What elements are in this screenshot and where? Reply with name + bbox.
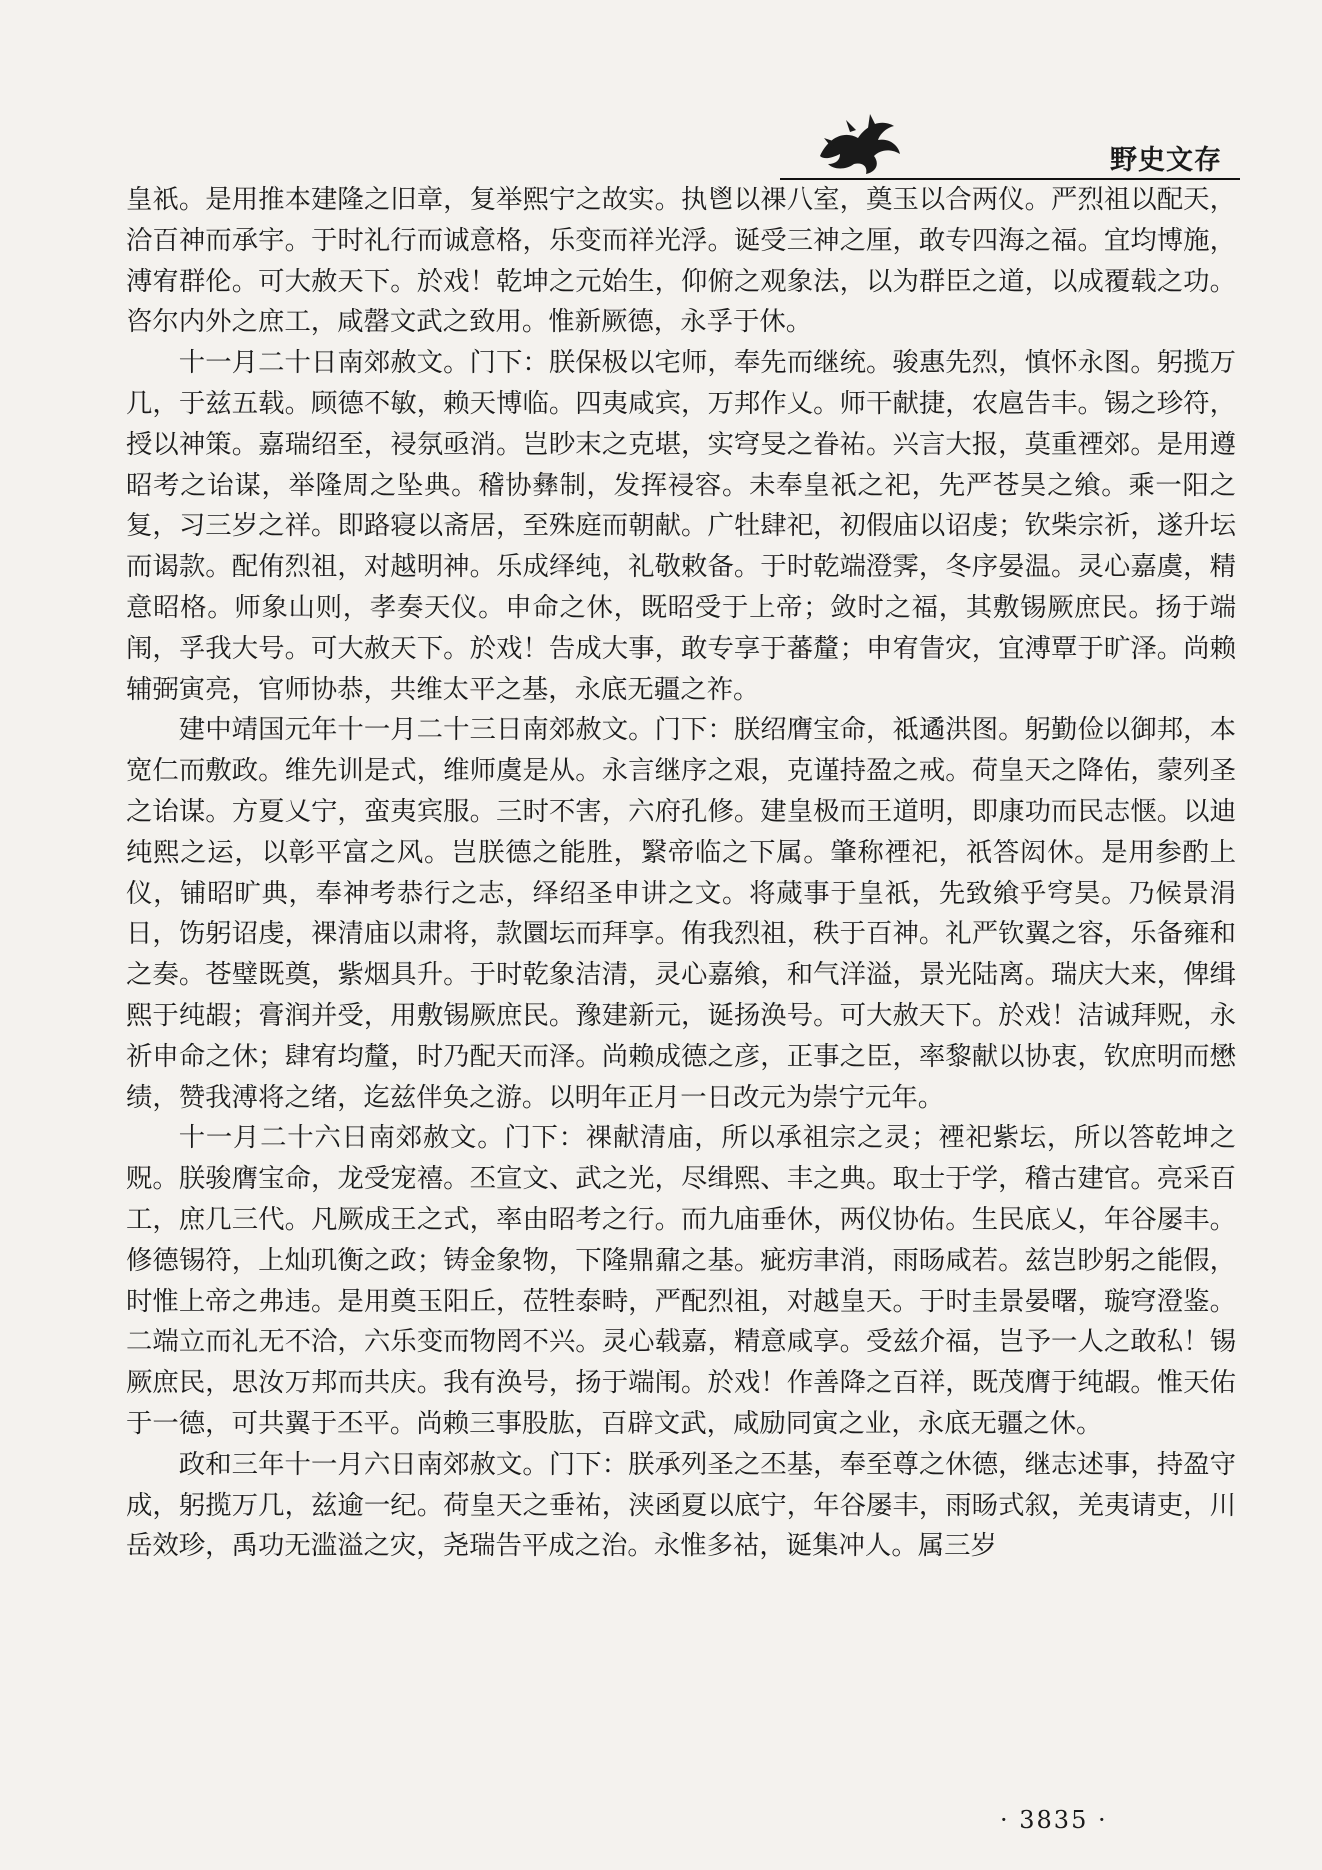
paragraph: 十一月二十日南郊赦文。门下：朕保极以宅师，奉先而继统。骏惠先烈，慎怀永图。躬揽万几，于兹五载。顾德不敏，赖天博临。四夷咸宾，万邦作乂。师干献捷，农扈告丰。锡之珍符，授以神策。嘉瑞绍至，祲氛亟消。岂眇末之克堪，实穹旻之眷祐。兴言大报，莫重禋郊。是用遵昭考之诒谋，举隆周之坠典。稽协彝制，发挥祲容。未奉皇祇之祀，先严苍昊之飨。乘一阳之复，习三岁之祥。即路寝以斋居，至殊庭而朝献。广牡肆祀，初假庙以诏虔；钦柴宗祈，遂升坛而谒款。配侑烈祖，对越明神。乐成绎纯，礼敬敕备。于时乾端澄霁，冬序晏温。灵心嘉虞，精意昭格。师象山则，孝奏天仪。申命之休，既昭受于上帝；敛时之福，其敷锡厥庶民。扬于端闱，孚我大号。可大赦天下。於戏！告成大事，敢专享于蕃釐；申宥眚灾，宜溥覃于旷泽。尚赖辅弼寅亮，官师协恭，共维太平之基，永底无疆之祚。 (126, 347, 1236, 705)
series-title: 野史文存 (1110, 145, 1222, 176)
paragraph: 十一月二十六日南郊赦文。门下：祼献清庙，所以承祖宗之灵；禋祀紫坛，所以答乾坤之贶。朕骏膺宝命，龙受宠禧。丕宣文、武之光，尽缉熙、丰之典。取士于学，稽古建官。亮采百工，庶几三代。凡厥成王之式，率由昭考之行。而九庙垂休，两仪协佑。生民底乂，年谷屡丰。修德锡符，上灿玑衡之政；铸金象物，下隆鼎鼐之基。疵疠聿消，雨旸咸若。兹岂眇躬之能假，时惟上帝之弗违。是用奠玉阳丘，莅牲泰畤，严配烈祖，对越皇天。于时圭景晏曙，璇穹澄鉴。二端立而礼无不洽，六乐变而物罔不兴。灵心载嘉，精意咸享。受兹介福，岂予一人之敢私！锡厥庶民，思汝万邦而共庆。我有涣号，扬于端闱。於戏！作善降之百祥，既茂膺于纯嘏。惟天佑于一德，可共翼于丕平。尚赖三事股肱，百辟文武，咸励同寅之业，永底无疆之休。 (126, 1122, 1236, 1439)
running-header (780, 108, 1240, 180)
paragraph: 皇祇。是用推本建隆之旧章，复举熙宁之故实。执鬯以祼八室，奠玉以合两仪。严烈祖以配天，洽百神而承宇。于时礼行而诚意格，乐变而祥光浮。诞受三神之厘，敢专四海之福。宜均博施，溥宥群伦。可大赦天下。於戏！乾坤之元始生，仰俯之观象法，以为群臣之道，以成覆载之功。咨尔内外之庶工，咸罄文武之致用。惟新厥德，永孚于休。 (126, 184, 1236, 338)
body-text (126, 180, 1236, 1567)
paragraph: 政和三年十一月六日南郊赦文。门下：朕承列圣之丕基，奉至尊之休德，继志述事，持盈守成，躬揽万几，兹逾一纪。荷皇天之垂祐，浃函夏以底宁，年谷屡丰，雨旸式叙，羌夷请吏，川岳效珍，禹功无滥溢之灾，尧瑞告平成之治。永惟多祜，诞集冲人。属三岁 (126, 1448, 1236, 1562)
paragraph: 建中靖国元年十一月二十三日南郊赦文。门下：朕绍膺宝命，祗遹洪图。躬勤俭以御邦，本宽仁而敷政。维先训是式，维师虞是从。永言继序之艰，克谨持盈之戒。荷皇天之降佑，蒙列圣之诒谋。方夏乂宁，蛮夷宾服。三时不害，六府孔修。建皇极而王道明，即康功而民志惬。以迪纯熙之运，以彰平富之风。岂朕德之能胜，繄帝临之下属。肇称禋祀，祇答闳休。是用参酌上仪，铺昭旷典，奉神考恭行之志，绎绍圣申讲之文。将蒇事于皇祇，先致飨乎穹昊。乃候景涓日，饬躬诏虔，祼清庙以肃将，款圜坛而拜享。侑我烈祖，秩于百神。礼严钦翼之容，乐备雍和之奏。苍璧既奠，紫烟具升。于时乾象洁清，灵心嘉飨，和气洋溢，景光陆离。瑞庆大来，俾缉熙于纯嘏；膏润并受，用敷锡厥庶民。豫建新元，诞扬涣号。可大赦天下。於戏！洁诚拜贶，永祈申命之休；肆宥均釐，时乃配天而泽。尚赖成德之彦，正事之臣，率黎献以协衷，钦庶明而懋绩，赞我溥将之绪，迄兹伴奂之游。以明年正月一日改元为崇宁元年。 (126, 714, 1236, 1113)
dragon-emblem-icon (810, 108, 906, 180)
page-number: · 3835 · (1000, 1806, 1108, 1834)
